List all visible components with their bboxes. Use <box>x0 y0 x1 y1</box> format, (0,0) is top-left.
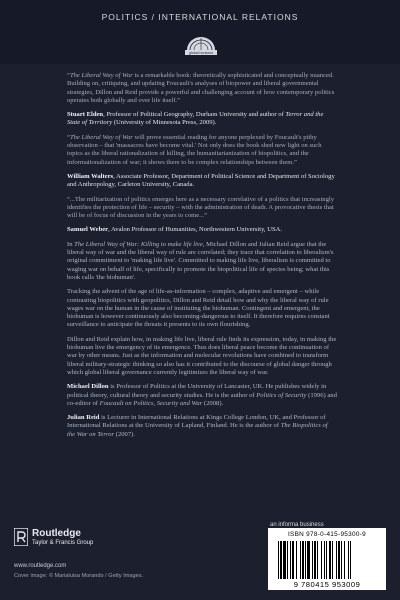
series-logo-text: global horizons <box>188 51 214 55</box>
reviewer-press: (University of Minnesota Press, 2009). <box>112 119 217 127</box>
bio-text: (1996) and co-editor of <box>67 391 337 407</box>
informa-label: an informa business <box>270 522 324 528</box>
barcode-bar <box>283 541 286 579</box>
barcode-bar <box>336 541 337 579</box>
intro-lead: In <box>67 240 75 248</box>
intro-text: , Michael Dillon and Julian Reid argue that the liberal way of war and the liberal way of rule are correlated; they trace that correlation to liberalism's original commitment to 'making life live'. Committed to making life live, liberalism is committed to waging war on behalf of life, specifically to promote the biopolitical life of species being; what this book calls 'the biohuman'. <box>67 240 334 281</box>
bio-text: is Professor of Politics at the University of Lancaster, UK. He publishes widely in political theory, cultural theory and security studies. He is the author of <box>67 383 327 399</box>
cover-credit: Cover image: © Marialuisa Morando / Getty Images. <box>14 573 144 579</box>
series-logo-icon <box>184 34 218 56</box>
reviewer-name: Samuel Weber <box>67 226 109 234</box>
description-paragraph: Tracking the advent of the age of life-as-information – complex, adaptive and emergent – while contrasting biopolitics with geopolitics, Dillon and Reid detail how and why the liberal way of rule wages war on the human in the cause of instituting the biohuman. Contingent and emergent, the biohuman is however continuously also becoming-dangerous to itself. It therefore requires constant surveillance to anticipate the threats it presents to its own flourishing. <box>67 288 330 329</box>
isbn-text: ISBN 978-0-415-95300-9 <box>287 531 366 538</box>
barcode-bar <box>302 541 304 579</box>
reviewer-affiliation: , Associate Professor, Department of Political Science and Department of Sociology and Anthropology, Carleton University, Canada. <box>67 172 335 189</box>
blurb-attribution <box>67 226 337 234</box>
subject-category: POLITICS / INTERNATIONAL RELATIONS <box>101 12 299 22</box>
bio-book: Foucault on Politics, Security and War <box>99 399 203 407</box>
reviewer-book: Terror and the State of Territory <box>67 111 324 127</box>
barcode-bar <box>278 541 279 579</box>
publisher-url: www.routledge.com <box>14 563 67 569</box>
barcode-bar <box>314 541 316 579</box>
barcode-bar <box>329 541 331 579</box>
barcode-bar <box>287 541 288 579</box>
barcode-bar <box>300 541 301 579</box>
barcode-bar <box>332 541 333 579</box>
barcode-bar <box>321 541 322 579</box>
bio-book: Politics of Security <box>256 391 307 399</box>
barcode-bar <box>341 541 342 579</box>
blurb-quote: “The Liberal Way of War will prove essential reading for anyone perplexed by Foucault's pithy observation – that 'massacres have become vital.' Not only does the book shed new light on such topics as the liberal rationalization of killing, the humanitarianization of biopolitics, and the informationalization of war; it shows there to be complex relationships between them.” <box>67 133 322 166</box>
blurb-attribution <box>67 111 337 128</box>
publisher-group: Taylor & Francis Group <box>32 540 94 546</box>
reviewer-name: Stuart Elden <box>67 111 104 119</box>
barcode-bar <box>326 541 327 579</box>
reviewer-name: William Walters <box>67 172 114 180</box>
publisher-name: Routledge <box>32 528 81 539</box>
description-intro <box>67 241 337 282</box>
barcode-bar <box>350 541 351 579</box>
blurb-quote <box>67 196 337 221</box>
barcode-bar <box>292 541 294 579</box>
barcode-bar <box>307 541 310 579</box>
barcode-bar <box>348 541 349 579</box>
author-name: Michael Dillon <box>67 383 109 391</box>
blurb-text: “...The militarization of politics emerges here as a necessary correlative of a politics that increasingly identifies the protection of life – security – with the administration of death. A provocative thesis that will be of focus of discussion in the years to come...” <box>67 195 335 220</box>
blurb-text: will prove essential reading for anyone perplexed by Foucault's pithy observation – that 'massacres have become vital.' Not only does the book shed new light on such topics as the liberal rationalization of killing, the humanitarianization of biopolitics, and the informationalization of war; it shows there to be complex relationships between them.” <box>67 133 322 166</box>
barcode-bar <box>312 541 313 579</box>
barcode-bars-icon <box>278 541 376 579</box>
author-name: Julian Reid <box>67 414 100 422</box>
reviewer-affiliation: , Avalon Professor of Humanities, Northwestern University, USA. <box>108 226 283 234</box>
barcode-bar <box>305 541 306 579</box>
barcode <box>268 528 386 590</box>
blurb-quote: “The Liberal Way of War is a remarkable book: theoretically sophisticated and conceptually nuanced. Building on, critiquing, and updating Foucault's analyses of biopower and liberal governmental strategies, Dillon and Reid provide a powerful and challenging account of how contemporary politics operates both globally and over life itself.” <box>67 72 335 104</box>
top-band <box>0 0 400 64</box>
reviewer-affiliation: , Professor of Political Geography, Durham University and author of <box>103 111 286 119</box>
intro-book-title: The Liberal Way of War: Killing to make life live <box>74 240 203 248</box>
description-paragraph: Dillon and Reid explain how, in making life live, liberal rule finds its expression, today, in making the biohuman live the emergency of its emergence. Thus does liberal peace become the continuation of war by other means. Just as the information and molecular revolutions have combined to transform liberal military-strategic thinking so also has it contributed to the discourse of global danger through which global liberal governance currently legitimizes the liberal way of war. <box>67 335 337 376</box>
blurb-attribution <box>67 173 337 190</box>
bio-text: is Lecturer in International Relations at Kings College London, UK, and Professor of International Relations at the University of Lapland, Finland. He is the author of <box>67 414 326 430</box>
bio-text: (2008). <box>202 399 224 407</box>
bio-book: The Biopolitics of the War on Terror <box>67 422 328 438</box>
routledge-r-icon <box>14 528 28 546</box>
bio-text: (2007). <box>114 430 135 438</box>
barcode-bar <box>344 541 345 579</box>
author-bio <box>67 414 337 439</box>
barcode-bar <box>280 541 282 579</box>
barcode-bar <box>290 541 291 579</box>
author-bio <box>67 383 337 408</box>
barcode-bar <box>317 541 318 579</box>
barcode-bar <box>324 541 325 579</box>
back-cover-text <box>67 72 337 445</box>
blurb-book-title: The Liberal Way of War <box>69 133 133 141</box>
barcode-bar <box>338 541 340 579</box>
blurb-book-title: The Liberal Way of War <box>69 72 133 79</box>
blurb-text: is a remarkable book: theoretically sophisticated and conceptually nuanced. Building on, critiquing, and updating Foucault's analyses of biopower and liberal governmental strategies, Dillon and Reid provide a powerful and challenging account of how contemporary politics operates both globally and over life itself.” <box>67 72 335 104</box>
barcode-bar <box>296 541 297 579</box>
ean-number: 9 780415 953009 <box>293 580 361 589</box>
